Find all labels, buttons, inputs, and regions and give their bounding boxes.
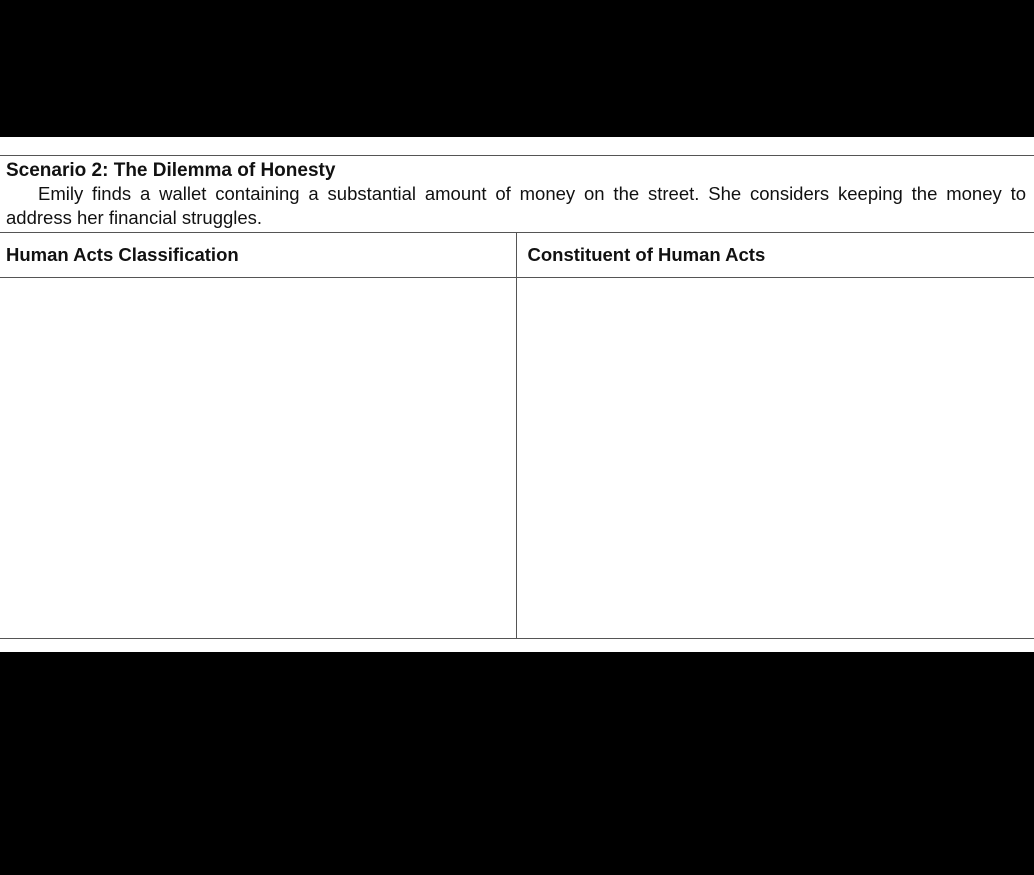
column-header-classification: Human Acts Classification [0,233,516,278]
scenario-title: Scenario 2: The Dilemma of Honesty [6,160,336,181]
answer-cell-classification[interactable] [0,278,516,639]
scenario-row [0,156,1034,233]
column-header-constituent: Constituent of Human Acts [516,233,1034,278]
answer-cell-constituent[interactable] [516,278,1034,639]
scenario-cell [0,156,1034,233]
scenario-table [0,155,1034,639]
worksheet-page [0,137,1034,652]
answer-row [0,278,1034,639]
scenario-description: Emily finds a wallet containing a substantial amount of money on the street. She considers keeping the money to address her financial struggles. [6,183,1027,228]
header-row [0,233,1034,278]
